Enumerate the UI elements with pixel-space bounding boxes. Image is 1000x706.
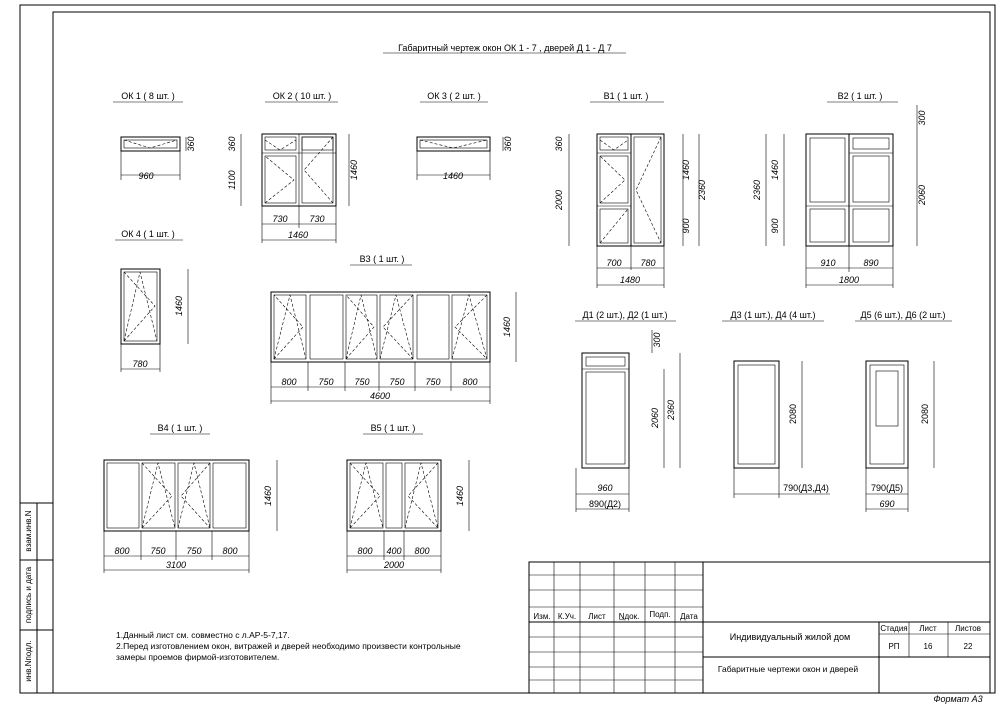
d1-w1: 960 — [597, 483, 613, 493]
tb-sheets-label: Листов — [955, 624, 981, 633]
tb-col-izm: Изм. — [533, 612, 551, 621]
v5-width: 2000 — [383, 560, 405, 570]
tb-col-kuch: К.Уч. — [557, 612, 577, 621]
ok2-label: ОК 2 ( 10 шт. ) — [272, 91, 332, 101]
window-v5 — [347, 423, 469, 573]
tb-col-podp: Подп. — [649, 610, 671, 619]
d1-w2: 890(Д2) — [588, 499, 622, 509]
d5-height: 2080 — [920, 403, 930, 425]
v1-w2: 780 — [640, 258, 656, 268]
v2-h1: 1460 — [770, 159, 780, 181]
v2-label: В2 ( 1 шт. ) — [837, 91, 883, 101]
note-line: 1.Данный лист см. совместно с л.АР-5-7,17. — [116, 630, 290, 640]
v3-seg: 750 — [389, 377, 405, 387]
v1-left-h: 2000 — [554, 189, 564, 211]
sheet-format: Формат А3 — [933, 694, 983, 704]
v3-seg: 800 — [462, 377, 478, 387]
stamp-signature: подпись и дата — [24, 566, 33, 624]
stamp-inv: инв.Nподл. — [24, 640, 33, 682]
window-ok1 — [113, 91, 196, 181]
ok3-height: 360 — [503, 136, 513, 152]
window-v2 — [752, 91, 927, 288]
d3-label: Д3 (1 шт.), Д4 (4 шт.) — [730, 310, 816, 320]
v1-h2: 900 — [681, 218, 691, 234]
tb-col-data: Дата — [680, 612, 698, 621]
side-stamp — [20, 503, 53, 693]
v3-seg: 750 — [318, 377, 334, 387]
ok3-width: 1460 — [442, 171, 464, 181]
v5-seg: 800 — [357, 546, 373, 556]
tb-col-ndok: N̲док. — [618, 612, 640, 621]
tb-project: Индивидуальный жилой дом — [729, 632, 851, 642]
window-v1 — [554, 91, 707, 288]
v2-h-total: 2360 — [752, 179, 762, 201]
d1-label: Д1 (2 шт.), Д2 (1 шт.) — [582, 310, 668, 320]
v5-seg: 400 — [386, 546, 402, 556]
tb-stage: РП — [888, 642, 900, 651]
v2-width: 1800 — [838, 275, 860, 285]
d1-h1: 2060 — [650, 407, 660, 429]
v3-seg: 750 — [425, 377, 441, 387]
ok4-height: 1460 — [174, 295, 184, 317]
v3-seg: 750 — [354, 377, 370, 387]
v2-top: 300 — [917, 110, 927, 126]
v4-seg: 750 — [150, 546, 166, 556]
v1-width: 1480 — [619, 275, 641, 285]
v2-w1: 910 — [820, 258, 836, 268]
ok2-height: 1460 — [349, 159, 359, 181]
ok2-width: 1460 — [287, 230, 309, 240]
ok4-width: 780 — [132, 359, 148, 369]
ok1-label: ОК 1 ( 8 шт. ) — [121, 91, 175, 101]
d3-height: 2080 — [788, 403, 798, 425]
v2-h2: 900 — [770, 218, 780, 234]
v1-top: 360 — [554, 136, 564, 152]
ok2-top: 360 — [227, 136, 237, 152]
v1-total-h: 2360 — [697, 179, 707, 201]
window-ok2 — [227, 91, 359, 243]
d3-width: 790(Д3,Д4) — [783, 483, 829, 493]
sheet-name-cell — [713, 664, 863, 675]
door-d5-d6 — [855, 310, 952, 512]
v4-seg: 800 — [114, 546, 130, 556]
d5-w1: 790(Д5) — [870, 483, 904, 493]
sheet-title: Габаритный чертеж окон ОК 1 - 7 , дверей Д 1 - Д 7 — [398, 43, 612, 53]
v1-h1: 1460 — [681, 159, 691, 181]
window-v4 — [104, 423, 277, 573]
ok4-label: ОК 4 ( 1 шт. ) — [121, 229, 175, 239]
ok2-bottom: 1100 — [227, 170, 237, 190]
v3-label: В3 ( 1 шт. ) — [359, 254, 405, 264]
v5-label: В5 ( 1 шт. ) — [370, 423, 416, 433]
window-ok3 — [417, 91, 513, 181]
d5-w2: 690 — [879, 499, 895, 509]
door-d1-d2 — [575, 310, 680, 512]
tb-sheet: 16 — [923, 642, 933, 651]
v1-label: В1 ( 1 шт. ) — [603, 91, 649, 101]
window-ok4 — [115, 229, 188, 372]
v5-height: 1460 — [455, 485, 465, 507]
d1-top: 300 — [652, 332, 662, 348]
inner-frame — [53, 12, 990, 693]
v4-height: 1460 — [263, 485, 273, 507]
tb-sheets: 22 — [963, 642, 973, 651]
note-line: 2.Перед изготовлением окон, витражей и дверей необходимо произвести контрольные — [116, 641, 461, 651]
d5-label: Д5 (6 шт.), Д6 (2 шт.) — [860, 310, 946, 320]
v3-width: 4600 — [369, 391, 391, 401]
ok1-width: 960 — [138, 171, 154, 181]
ok1-height: 360 — [186, 136, 196, 152]
general-notes — [116, 630, 516, 663]
ok3-label: ОК 3 ( 2 шт. ) — [427, 91, 481, 101]
door-d3-d4 — [722, 310, 830, 498]
v3-height: 1460 — [502, 316, 512, 338]
v3-seg: 800 — [281, 377, 297, 387]
window-v3 — [271, 254, 516, 404]
tb-stage-label: Стадия — [880, 624, 908, 633]
v4-width: 3100 — [165, 560, 187, 570]
v4-seg: 750 — [186, 546, 202, 556]
v5-seg: 800 — [414, 546, 430, 556]
v2-h-right: 2060 — [917, 184, 927, 206]
v4-label: В4 ( 1 шт. ) — [157, 423, 203, 433]
sheet-frame — [20, 5, 995, 693]
v1-w1: 700 — [606, 258, 622, 268]
tb-sheet-name: Габаритные чертежи окон и дверей — [717, 664, 859, 674]
v2-w2: 890 — [863, 258, 879, 268]
v4-seg: 800 — [222, 546, 238, 556]
tb-sheet-label: Лист — [919, 624, 937, 633]
d1-h2: 2360 — [666, 399, 676, 421]
stamp-vzam: взам.инв.N — [24, 510, 33, 552]
ok2-w1: 730 — [272, 214, 288, 224]
ok2-w2: 730 — [309, 214, 325, 224]
tb-col-list: Лист — [588, 612, 606, 621]
note-line: замеры проемов фирмой-изготовителем. — [116, 652, 280, 662]
